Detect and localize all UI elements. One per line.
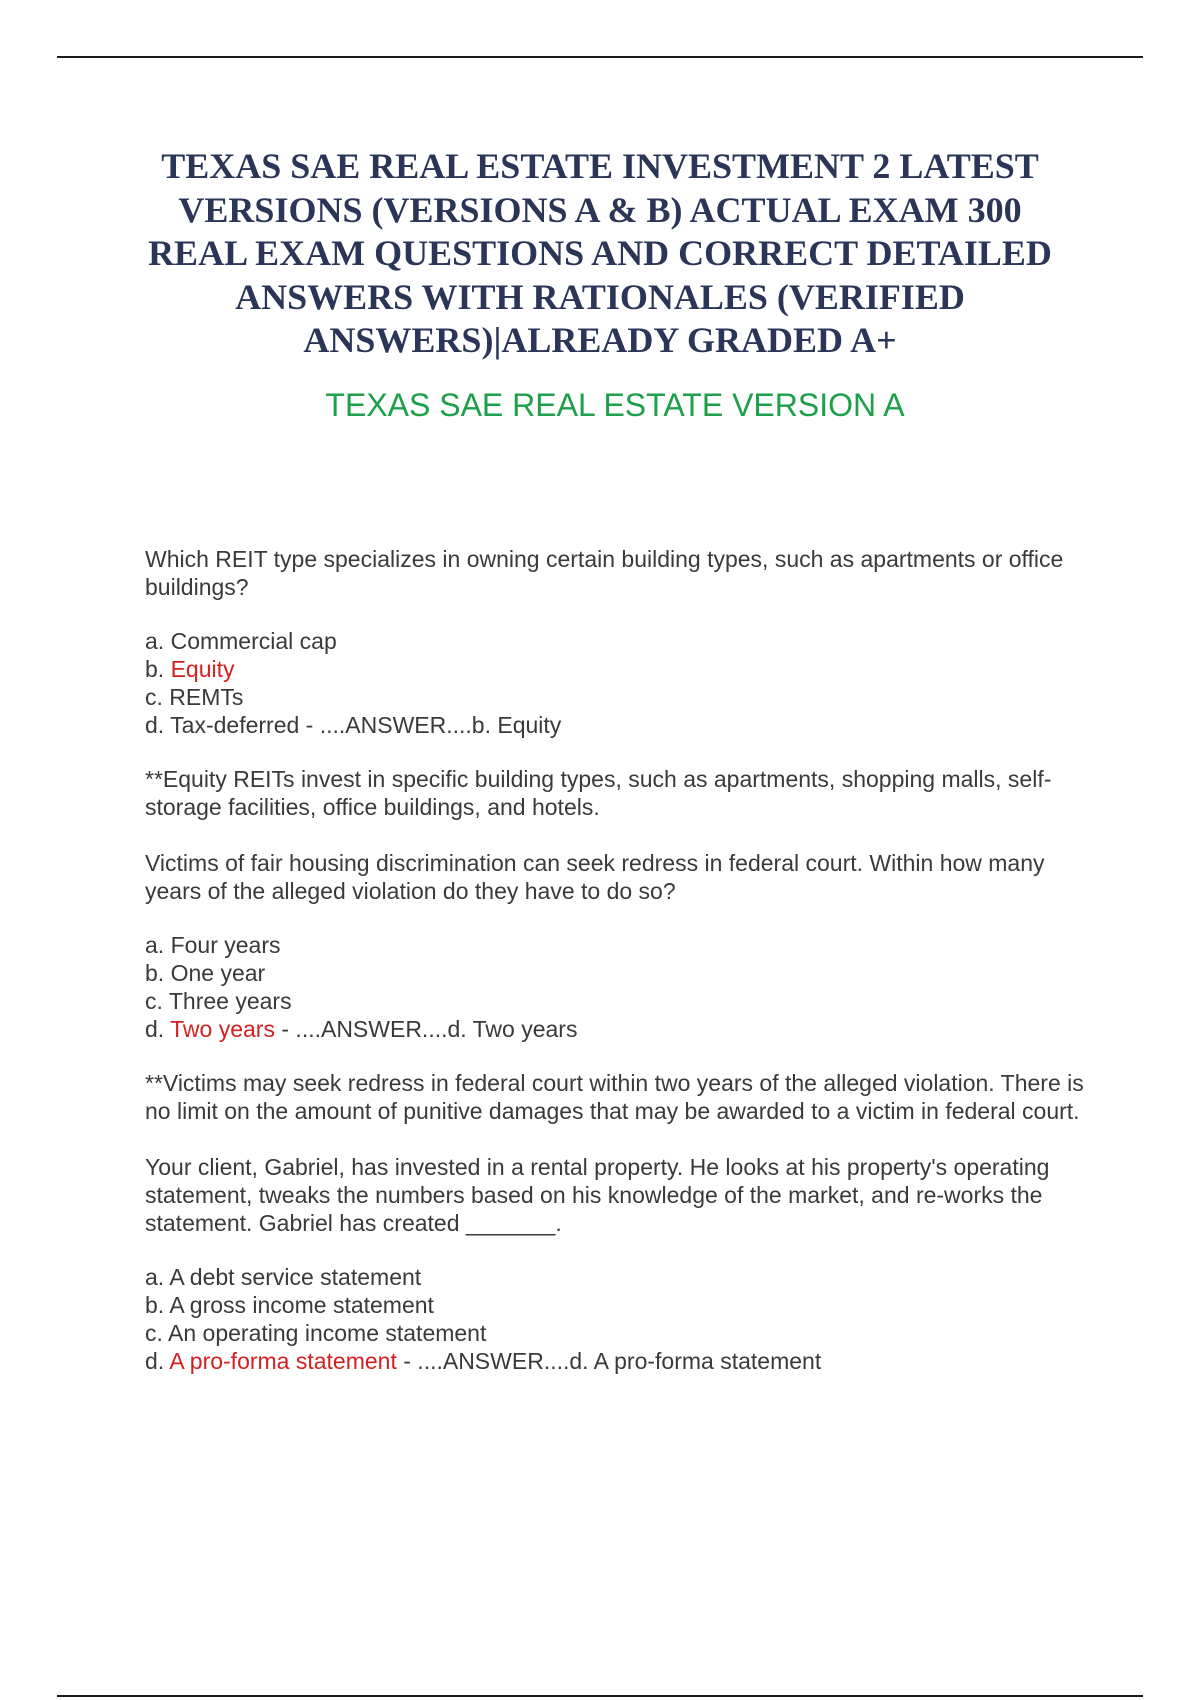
option-d: d. Two years - ....ANSWER....d. Two years	[145, 1016, 578, 1042]
question-text: Victims of fair housing discrimination can seek redress in federal court. Within how many years of the alleged violation do they have to do so?	[145, 850, 1045, 904]
option-d: d. Tax-deferred - ....ANSWER....b. Equity	[145, 712, 562, 738]
answer-key: - ....ANSWER....b. Equity	[299, 712, 562, 738]
option-a: a. A debt service statement	[145, 1264, 422, 1290]
option-a: a. Four years	[145, 932, 281, 958]
answer-key: - ....ANSWER....d. Two years	[274, 1016, 578, 1042]
option-c: c. An operating income statement	[145, 1320, 487, 1346]
question-text: Your client, Gabriel, has invested in a rental property. He looks at his property's operating statement, tweaks the numbers based on his knowledge of the market, and re-works the statement. Gabriel has created _______.	[145, 1154, 1050, 1236]
answer-key: - ....ANSWER....d. A pro-forma statement	[396, 1348, 822, 1374]
answer-options	[145, 627, 1085, 739]
answer-options	[145, 1263, 1085, 1375]
question-text: Which REIT type specializes in owning certain building types, such as apartments or office buildings?	[145, 546, 1064, 600]
rationale: **Victims may seek redress in federal court within two years of the alleged violation. There is no limit on the amount of punitive damages that may be awarded to a victim in federal court.	[145, 1070, 1084, 1124]
document-title: TEXAS SAE REAL ESTATE INVESTMENT 2 LATEST VERSIONS (VERSIONS A & B) ACTUAL EXAM 300 REAL EXAM QUESTIONS AND CORRECT DETAILED ANSWERS WITH RATIONALES (VERIFIED ANSWERS)|ALREADY GRADED A+	[148, 146, 1052, 360]
correct-answer: Equity	[170, 656, 235, 682]
version-heading: TEXAS SAE REAL ESTATE VERSION A	[325, 387, 905, 423]
correct-answer: A pro-forma statement	[169, 1348, 397, 1374]
bottom-rule	[57, 1695, 1143, 1697]
option-b: b. One year	[145, 960, 266, 986]
top-rule	[57, 56, 1143, 58]
option-c: c. Three years	[145, 988, 292, 1014]
option-c: c. REMTs	[145, 684, 244, 710]
answer-options	[145, 931, 1085, 1043]
option-d: d. A pro-forma statement - ....ANSWER....d. A pro-forma statement	[145, 1348, 822, 1374]
option-b: b. Equity	[145, 656, 235, 682]
correct-answer: Two years	[170, 1016, 275, 1042]
option-a: a. Commercial cap	[145, 628, 337, 654]
option-b: b. A gross income statement	[145, 1292, 434, 1318]
rationale: **Equity REITs invest in specific building types, such as apartments, shopping malls, self-storage facilities, office buildings, and hotels.	[145, 766, 1052, 820]
question-list	[145, 545, 1085, 1375]
